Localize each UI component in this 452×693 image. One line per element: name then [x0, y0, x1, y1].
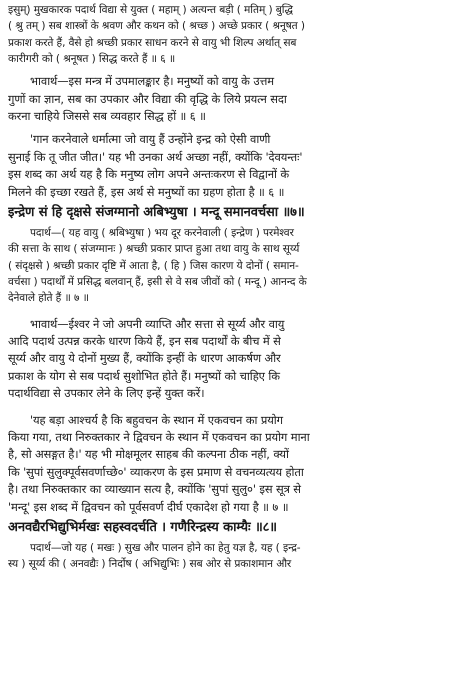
text-line: कि 'सुपां सुलुक्पूर्वसवर्णाच्छे०' व्याकरण के इस प्रमाण से वचनव्यत्यय होता: [8, 464, 304, 479]
text-line: पदार्थविद्या से उपकार लेने के लिए इन्हें युक्त करें।: [8, 386, 205, 401]
text-line: 'मन्दू' इस शब्द में द्विवचन को पूर्वसवर्ण दीर्घ एकादेश हो गया है ॥ ७ ॥: [8, 499, 289, 514]
text-line: इस शब्द का अर्थ यह है कि मनुष्य लोग अपने अन्तःकरण से विद्वानों के: [8, 167, 290, 182]
paragraph-continued: [8, 2, 446, 67]
padarth-paragraph-7: [8, 225, 446, 306]
bhavarth-paragraph-7: [8, 316, 446, 403]
text-line: देनेवाले होते हैं ॥ ७ ॥: [8, 292, 89, 305]
text-line: गुणों का ज्ञान, सब का उपकार और विद्या की वृद्धि के लिये प्रयत्न सदा: [8, 91, 287, 106]
commentary-paragraph-6: [8, 131, 446, 201]
mantra-7: [8, 201, 446, 225]
commentary-paragraph-7: [8, 412, 446, 516]
text-line: सुनाई कि तू जीत जीत।' यह भी उनका अर्थ अच्छा नहीं, क्योंकि 'देवयन्तः': [8, 149, 303, 164]
mantra-line: इन्द्रेण सं हि दृक्षसे संजग्मानो अबिभ्युषा । मन्दू समानवर्चसा ॥७॥: [8, 205, 305, 221]
padarth-paragraph-8: [8, 540, 446, 573]
text-line: इसुम्) मुखकारक पदार्थ विद्या से युक्त ( महाम् ) अत्यन्त बड़ी ( मतिम् ) बुद्धि: [8, 4, 293, 16]
text-line: पदार्थ—( यह वायु ( श्रबिभ्युषा ) भय दूर करनेवाली ( इन्द्रेण ) परमेश्वर: [30, 227, 294, 240]
text-line: भावार्थ—ईश्वर ने जो अपनी व्याप्ति और सत्ता से सूर्य्य और वायु: [30, 316, 285, 331]
text-line: 'यह बड़ा आश्चर्य है कि बहुवचन के स्थान में एकवचन का प्रयोग: [30, 412, 283, 427]
text-line: ( संदृक्षसे ) श्रच्छी प्रकार दृष्टि में आता है, ( हि ) जिस कारण ये दोनों ( समान-: [8, 259, 299, 272]
text-line: करना चाहिये जिससे सब व्यवहार सिद्ध हों ॥ ६ ॥: [8, 109, 206, 123]
text-line: है, सो असङ्गत है।' यह भी मोक्षमूलर साहब की कल्पना ठीक नहीं, क्यों: [8, 447, 289, 462]
text-line: की सत्ता के साथ ( संजग्मानः ) श्रच्छी प्रकार प्राप्त हुआ तथा वायु के साथ सूर्य्य: [8, 243, 300, 256]
text-line: है। तथा निरुक्तकार का व्याख्यान सत्य है, क्योंकि 'सुपां सुलु०' इस सूत्र से: [8, 482, 301, 497]
text-line: स्य ) सूर्य्य की ( अनवद्यैः ) निर्दोष ( अभिद्युभिः ) सब ओर से प्रकाशमान और: [8, 558, 292, 571]
text-line: पदार्थ—जो यह ( मखः ) सुख और पालन होने का हेतु यज्ञ है, यह ( इन्द्र-: [30, 541, 301, 554]
text-line: ( श्रु तम् ) सब शास्त्रों के श्रवण और कथन को ( श्रच्छ ) अच्छे प्रकार ( श्रनूषत ): [8, 20, 305, 33]
text-line: मिलने की इच्छा रखते हैं, इस अर्थ से मनुष्यों का ग्रहण होता है ॥ ६ ॥: [8, 184, 285, 199]
bhavarth-paragraph-6-body: [8, 91, 446, 126]
text-line: वर्चसा ) पदार्थों में प्रसिद्ध बलवान् हैं, इसी से वे सब जीवों को ( मन्दू ) आनन्द के: [8, 275, 307, 288]
bhavarth-paragraph-6: [8, 73, 446, 90]
text-line: सूर्य्य और वायु ये दोनों मुख्य हैं, क्योंकि इन्हीं के धारण आकर्षण और: [8, 351, 281, 366]
text-line: किया गया, तथा निरुक्तकार ने द्विवचन के स्थान में एकवचन का प्रयोग माना: [8, 429, 310, 444]
text-line: प्रकाश के योग से सब पदार्थ सुशोभित होते हैं। मनुष्यों को चाहिए कि: [8, 368, 280, 383]
text-line: प्रकाश करते हैं, वैसे हो श्रच्छी प्रकार साधन करने से वायु भी शिल्प अर्थात् सब: [8, 36, 297, 49]
text-line: 'गान करनेवाले धर्मात्मा जो वायु हैं उन्होंने इन्द्र को ऐसी वाणी: [30, 132, 271, 147]
text-line: आदि पदार्थ उत्पन्न करके धारण किये हैं, इन सब पदार्थों के बीच में से: [8, 333, 281, 348]
mantra-line: अनवद्यैरभिद्युभिर्मखः सहस्वदर्चति । गणैरिन्द्रस्य काम्यैः ॥८॥: [8, 519, 277, 535]
text-line: भावार्थ—इस मन्त्र में उपमालङ्कार है। मनुष्यों को वायु के उत्तम: [30, 74, 274, 89]
text-line: कारीगरी को ( श्रनूषत ) सिद्ध करते हैं ॥ ६ ॥: [8, 52, 176, 65]
mantra-8: [8, 516, 446, 540]
